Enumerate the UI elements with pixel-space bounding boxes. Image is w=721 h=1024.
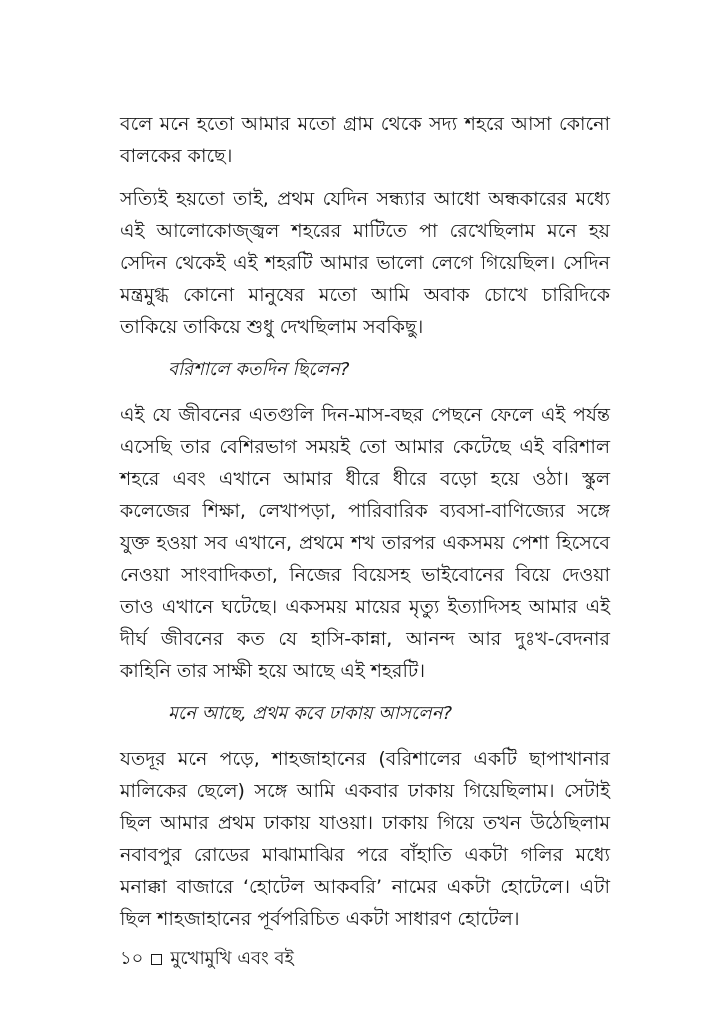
page-footer <box>120 946 294 972</box>
square-box-icon <box>151 954 162 965</box>
page-number: ১০ <box>120 948 144 969</box>
paragraph-4: যতদূর মনে পড়ে, শাহজাহানের (বরিশালের একটি ছাপাখানার মালিকের ছেলে) সঙ্গে আমি একবার ঢাকায় গিয়েছিলাম। সেটাই ছিল আমার প্রথম ঢাকায় যাওয়া। ঢাকায় গিয়ে তখন উঠেছিলাম নবাবপুর রোডের মাঝামাঝির পরে বাঁহাতি একটা গলির মধ্যে মনাক্কা বাজারে ‘হোটেল আকবরি’ নামের একটা হোটেলে। এটা ছিল শাহজাহানের পূর্বপরিচিত একটা সাধারণ হোটেল। <box>120 748 610 930</box>
text-block <box>120 108 610 946</box>
paragraph-1: বলে মনে হতো আমার মতো গ্রাম থেকে সদ্য শহরে আসা কোনো বালকের কাছে। <box>120 113 610 167</box>
interview-question-1: বরিশালে কতদিন ছিলেন? <box>168 359 350 380</box>
book-title: মুখোমুখি এবং বই <box>170 948 294 969</box>
interview-question-2: মনে আছে, প্রথম কবে ঢাকায় আসলেন? <box>168 703 453 724</box>
paragraph-2: সত্যিই হয়তো তাই, প্রথম যেদিন সন্ধ্যার আধো অন্ধকারের মধ্যে এই আলোকোজ্জ্বল শহরের মাটিতে পা রেখেছিলাম মনে হয় সেদিন থেকেই এই শহরটি আমার ভালো লেগে গিয়েছিল। সেদিন মন্ত্রমুগ্ধ কোনো মানুষের মতো আমি অবাক চোখে চারিদিকে তাকিয়ে তাকিয়ে শুধু দেখছিলাম সবকিছু। <box>120 188 610 338</box>
paragraph-3: এই যে জীবনের এতগুলি দিন-মাস-বছর পেছনে ফেলে এই পর্যন্ত এসেছি তার বেশিরভাগ সময়ই তো আমার কেটেছে এই বরিশাল শহরে এবং এখানে আমার ধীরে ধীরে বড়ো হয়ে ওঠা। স্কুল কলেজের শিক্ষা, লেখাপড়া, পারিবারিক ব্যবসা-বাণিজ্যের সঙ্গে যুক্ত হওয়া সব এখানে, প্রথমে শখ তারপর একসময় পেশা হিসেবে নেওয়া সাংবাদিকতা, নিজের বিয়েসহ ভাইবোনের বিয়ে দেওয়া তাও এখানে ঘটেছে। একসময় মায়ের মৃত্যু ইত্যাদিসহ আমার এই দীর্ঘ জীবনের কত যে হাসি-কান্না, আনন্দ আর দুঃখ-বেদনার কাহিনি তার সাক্ষী হয়ে আছে এই শহরটি। <box>120 404 610 682</box>
